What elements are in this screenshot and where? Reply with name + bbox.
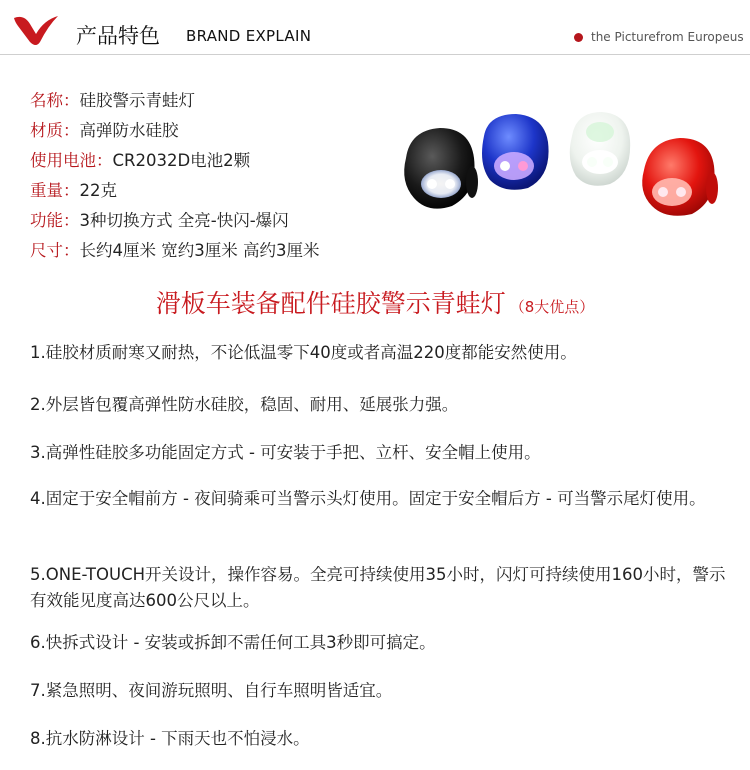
spec-row-weight: 重量：22克 (30, 181, 117, 200)
feature-item: 1.硅胶材质耐寒又耐热，不论低温零下40度或者高温220度都能安然使用。 (30, 343, 577, 362)
spec-value: 高弹防水硅胶 (79, 121, 179, 140)
white-light (570, 112, 630, 186)
spec-value: 硅胶警示青蛙灯 (79, 91, 195, 110)
section-title: 产品特色 (76, 24, 160, 48)
feature-item: 4.固定于安全帽前方 - 夜间骑乘可当警示头灯使用。固定于安全帽后方 - 可当警示尾灯使用。 (30, 489, 706, 508)
feature-item: 7.紧急照明、夜间游玩照明、自行车照明皆适宜。 (30, 681, 393, 700)
spec-key: 材质 (30, 121, 63, 140)
headline-main: 滑板车装备配件硅胶警示青蛙灯 (155, 289, 506, 318)
spec-key: 尺寸 (30, 241, 63, 260)
spec-key: 功能 (30, 211, 63, 230)
red-checkmark-logo-icon (10, 12, 62, 48)
source-bullet-icon (574, 33, 583, 42)
feature-item: 6.快拆式设计 - 安装或拆卸不需任何工具3秒即可搞定。 (30, 633, 436, 652)
page-header (0, 0, 750, 60)
feature-item: 2.外层皆包覆高弹性防水硅胶，稳固、耐用、延展张力强。 (30, 395, 459, 414)
feature-item: 3.高弹性硅胶多功能固定方式 - 可安装于手把、立杆、安全帽上使用。 (30, 443, 541, 462)
spec-row-battery: 使用电池：CR2032D电池2颗 (30, 151, 251, 170)
spec-value: 22克 (79, 181, 117, 200)
spec-value: 3种切换方式 全亮-快闪-爆闪 (79, 211, 289, 230)
image-source-note: the Picturefrom Europeus (591, 30, 744, 44)
black-light (404, 128, 478, 209)
spec-row-size: 尺寸：长约4厘米 宽约3厘米 高约3厘米 (30, 241, 320, 260)
spec-list (30, 86, 319, 266)
red-light (642, 138, 718, 216)
blue-light (482, 114, 549, 190)
spec-row-function: 功能：3种切换方式 全亮-快闪-爆闪 (30, 211, 289, 230)
spec-value: 长约4厘米 宽约3厘米 高约3厘米 (79, 241, 320, 260)
feature-item: 8.抗水防淋设计 - 下雨天也不怕浸水。 (30, 729, 310, 748)
spec-value: CR2032D电池2颗 (112, 151, 251, 170)
spec-row-material: 材质：高弹防水硅胶 (30, 121, 179, 140)
header-divider (0, 54, 750, 55)
spec-row-name: 名称：硅胶警示青蛙灯 (30, 91, 195, 110)
headline-sub: （8大优点） (509, 298, 595, 316)
advantages-headline (0, 284, 750, 320)
spec-key: 名称 (30, 91, 63, 110)
spec-key: 使用电池 (30, 151, 96, 170)
section-title-en: BRAND EXPLAIN (186, 27, 312, 45)
feature-item: 5.ONE-TOUCH开关设计，操作容易。全亮可持续使用35小时，闪灯可持续使用160小时，警示有效能见度高达600公尺以上。 (30, 565, 726, 610)
product-photo-frog-lights (392, 96, 742, 246)
spec-key: 重量 (30, 181, 63, 200)
